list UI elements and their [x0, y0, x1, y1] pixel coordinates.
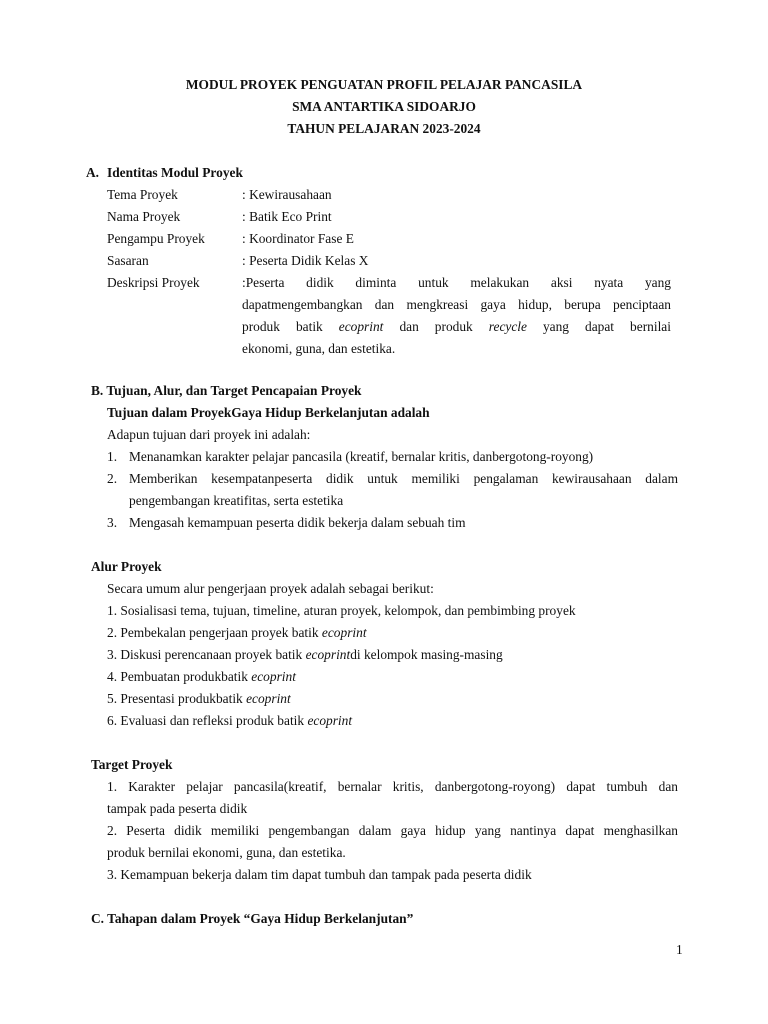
flow-intro: Secara umum alur pengerjaan proyek adalah sebagai berikut: [107, 581, 434, 596]
section-b-subheading: Tujuan dalam ProyekGaya Hidup Berkelanjutan adalah [107, 405, 430, 420]
flow-step: 4. Pembuatan produkbatik ecoprint [107, 669, 296, 684]
target-heading: Target Proyek [91, 757, 173, 772]
academic-year: TAHUN PELAJARAN 2023-2024 [287, 121, 481, 136]
target-item: 3. Kemampuan bekerja dalam tim dapat tumbuh dan tampak pada peserta didik [107, 867, 532, 882]
flow-step: 2. Pembekalan pengerjaan proyek batik ecoprint [107, 625, 367, 640]
identity-value: : Batik Eco Print [242, 209, 332, 224]
description-line: ekonomi, guna, dan estetika. [242, 341, 396, 356]
goal-number: 3. [107, 515, 118, 530]
goal-text: Mengasah kemampuan peserta didik bekerja dalam sebuah tim [129, 515, 466, 530]
flow-step: 3. Diskusi perencanaan proyek batik ecoprintdi kelompok masing-masing [107, 647, 503, 662]
section-c-heading: C. Tahapan dalam Proyek “Gaya Hidup Berkelanjutan” [91, 911, 414, 926]
target-item: 1. Karakter pelajar pancasila(kreatif, bernalar kritis, danbergotong-royong) dapat tumbuh dan [107, 779, 678, 794]
identity-label: Pengampu Proyek [107, 231, 205, 246]
target-item: tampak pada peserta didik [107, 801, 248, 816]
identity-label: Deskripsi Proyek [107, 275, 200, 290]
goal-number: 1. [107, 449, 118, 464]
school-name: SMA ANTARTIKA SIDOARJO [292, 99, 476, 114]
target-item: 2. Peserta didik memiliki pengembangan dalam gaya hidup yang nantinya dapat menghasilkan [107, 823, 678, 838]
identity-value: : Kewirausahaan [242, 187, 332, 202]
goal-text: Menanamkan karakter pelajar pancasila (kreatif, bernalar kritis, danbergotong-royong) [129, 449, 594, 464]
section-b-heading: B. Tujuan, Alur, dan Target Pencapaian Proyek [91, 383, 362, 398]
goal-number: 2. [107, 471, 118, 486]
flow-step: 6. Evaluasi dan refleksi produk batik ecoprint [107, 713, 353, 728]
identity-value: : Peserta Didik Kelas X [242, 253, 369, 268]
flow-step: 1. Sosialisasi tema, tujuan, timeline, aturan proyek, kelompok, dan pembimbing proyek [107, 603, 576, 618]
target-item: produk bernilai ekonomi, guna, dan estetika. [107, 845, 346, 860]
goal-text: pengembangan kreatifitas, serta estetika [129, 493, 344, 508]
page-number: 1 [676, 942, 683, 957]
identity-value: : Koordinator Fase E [242, 231, 354, 246]
goal-text: Memberikan kesempatanpeserta didik untuk memiliki pengalaman kewirausahaan dalam [129, 471, 678, 486]
identity-label: Sasaran [107, 253, 149, 268]
doc-title: MODUL PROYEK PENGUATAN PROFIL PELAJAR PANCASILA [185, 77, 583, 92]
description-line: produk batik ecoprint dan produk recycle yang dapat bernilai [242, 319, 671, 334]
identity-label: Tema Proyek [107, 187, 178, 202]
section-a-number: A. [86, 165, 100, 180]
flow-heading: Alur Proyek [91, 559, 162, 574]
description-line: :Peserta didik diminta untuk melakukan aksi nyata yang [242, 275, 671, 290]
flow-step: 5. Presentasi produkbatik ecoprint [107, 691, 291, 706]
identity-label: Nama Proyek [107, 209, 181, 224]
section-a-heading: Identitas Modul Proyek [107, 165, 243, 180]
goals-intro: Adapun tujuan dari proyek ini adalah: [107, 427, 311, 442]
description-line: dapatmengembangkan dan mengkreasi gaya hidup, berupa penciptaan [242, 297, 671, 312]
